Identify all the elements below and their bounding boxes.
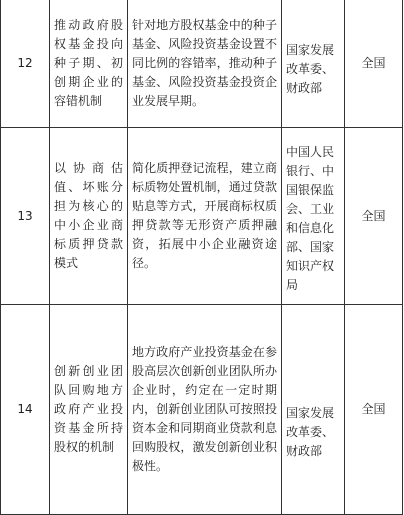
row-number-cell: 13 — [1, 128, 50, 305]
measure-name-cell: 以协商估值、坏账分担为核心的中小企业商标质押贷款模式 — [50, 128, 128, 305]
table-row — [1, 128, 403, 305]
measure-description-cell: 针对地方股权基金中的种子基金、风险投资基金设置不同比例的容错率，推动种子基金、风险投资基金投资企业发展早期。 — [128, 0, 282, 128]
measure-name-cell: 推动政府股权基金投向种子期、初创期企业的容错机制 — [50, 0, 128, 128]
table-row — [1, 305, 403, 515]
measure-description-cell: 地方政府产业投资基金在参股高层次创新创业团队所办企业时，约定在一定时期内，创新创业团队可按照投资本金和同期商业贷款利息回购股权，激发创新创业积极性。 — [128, 305, 282, 515]
measure-description-cell: 简化质押登记流程，建立商标质物处置机制，通过贷款贴息等方式，开展商标权质押贷款等无形资产质押融资，拓展中小企业融资途径。 — [128, 128, 282, 305]
measure-name-cell: 创新创业团队回购地方政府产业投资基金所持股权的机制 — [50, 305, 128, 515]
responsible-department-cell: 国家发展改革委、财政部 — [282, 0, 345, 128]
row-number-cell: 12 — [1, 0, 50, 128]
responsible-department-cell: 中国人民银行、中国银保监会、工业和信息化部、国家知识产权局 — [282, 128, 345, 305]
scope-cell: 全国 — [345, 305, 403, 515]
responsible-department-cell: 国家发展改革委、财政部 — [282, 305, 345, 515]
scope-cell: 全国 — [345, 128, 403, 305]
row-number-cell: 14 — [1, 305, 50, 515]
scope-cell: 全国 — [345, 0, 403, 128]
table-row — [1, 0, 403, 128]
